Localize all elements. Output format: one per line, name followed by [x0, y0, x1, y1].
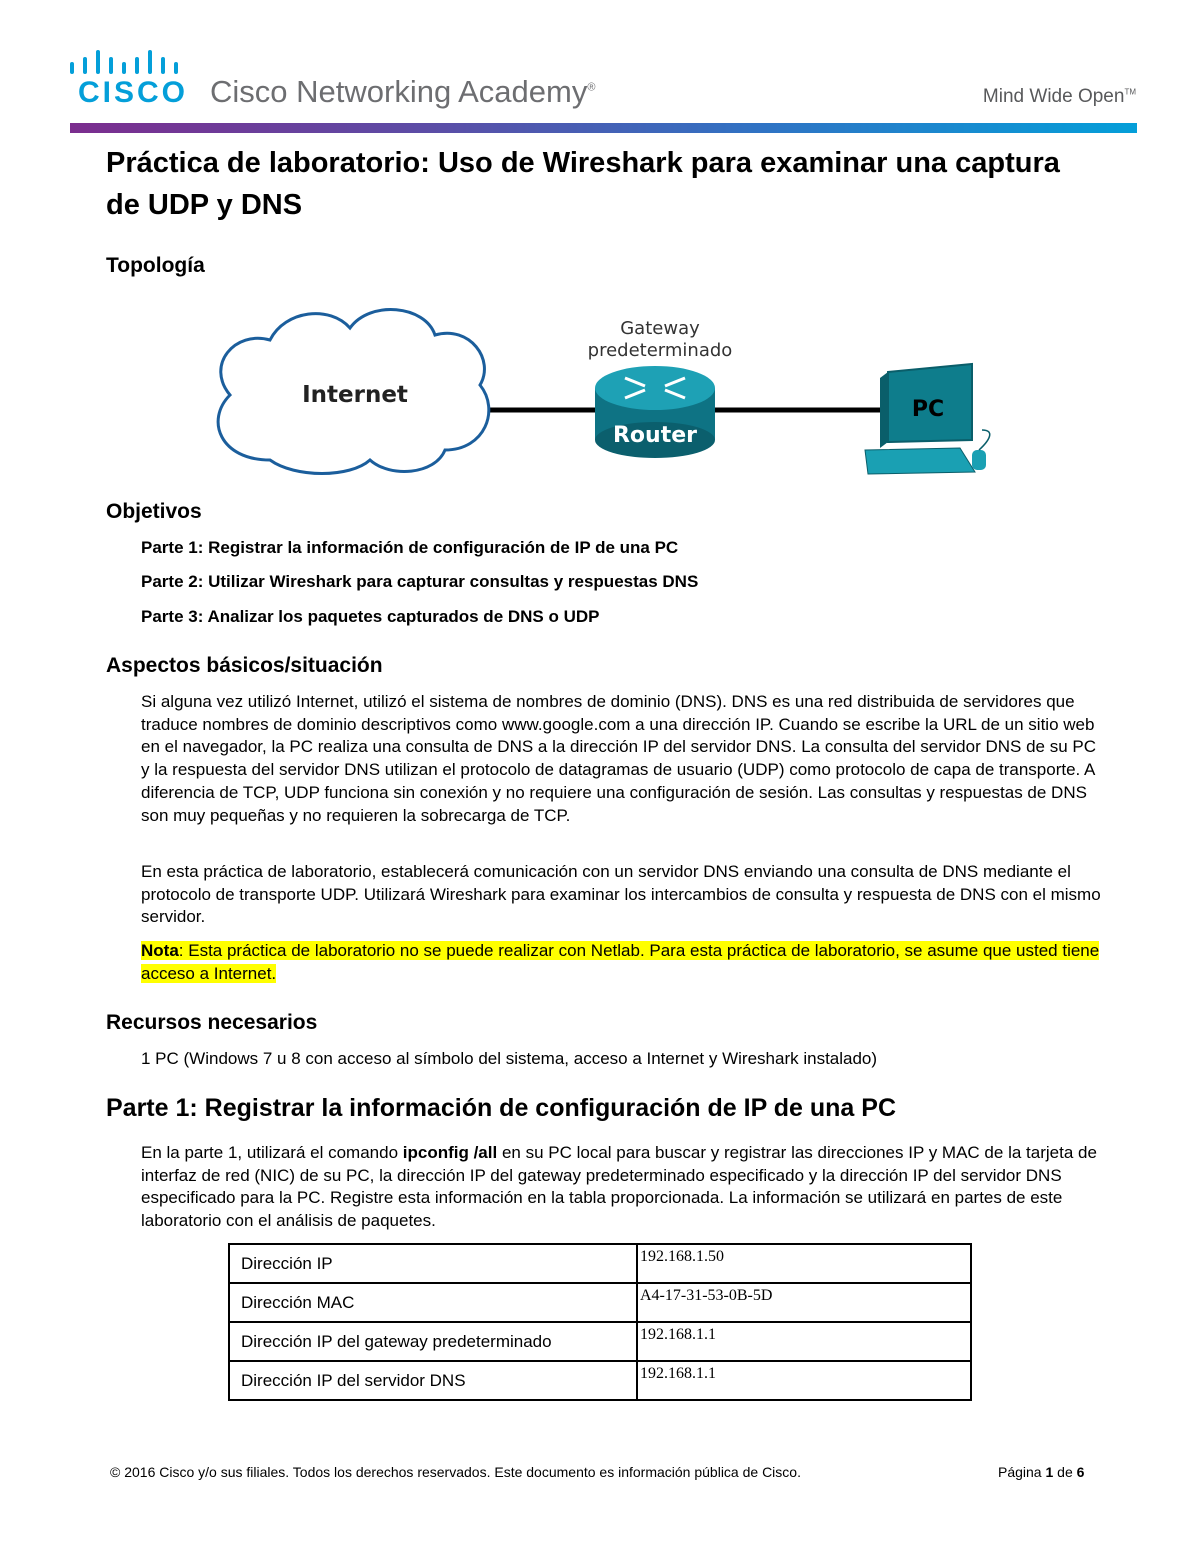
page-title: Práctica de laboratorio: Uso de Wireshark para examinar una captura de UDP y DNS	[106, 147, 1060, 221]
table-cell-value: 192.168.1.1	[637, 1322, 971, 1361]
part1-heading: Parte 1: Registrar la información de configuración de IP de una PC	[106, 1094, 897, 1122]
pc-label: PC	[911, 397, 945, 422]
part1-intro: En la parte 1, utilizará el comando ipconfig /all en su PC local para buscar y registrar las direcciones IP y MAC de la tarjeta de interfaz de red (NIC) de su PC, la dirección IP del gateway predeterminado especificado y la dirección IP del servidor DNS especificado para la PC. Registre esta información en la tabla proporcionada. La información se utilizará en partes de este laboratorio con el análisis de paquetes.	[141, 1143, 1097, 1231]
cisco-wordmark: CISCO	[78, 76, 189, 109]
table-cell-value: 192.168.1.50	[637, 1244, 971, 1283]
note-paragraph	[141, 940, 1101, 985]
background-paragraph-1: Si alguna vez utilizó Internet, utilizó el sistema de nombres de dominio (DNS). DNS es una red distribuida de servidores que traduce nombres de dominio descriptivos como www.google.com a una dirección IP. Cuando se escribe la URL de un sitio web en el navegador, la PC realiza una consulta de DNS a la dirección IP del servidor DNS. La consulta del servidor DNS de su PC y la respuesta del servidor DNS utilizan el protocolo de datagramas de usuario (UDP) como protocolo de capa de transporte. A diferencia de TCP, UDP funciona sin conexión y no requiere una configuración de sesión. Las consultas y respuestas de DNS son muy pequeñas y no requieren la sobrecarga de TCP.	[141, 692, 1097, 825]
table-cell-value: 192.168.1.1	[637, 1361, 971, 1400]
resources-heading: Recursos necesarios	[106, 1011, 318, 1034]
tagline: Mind Wide Open™	[982, 86, 1136, 107]
objective-item-3: Parte 3: Analizar los paquetes capturados de DNS o UDP	[141, 607, 600, 626]
note-label: Nota	[141, 941, 179, 960]
gateway-label-line1: Gateway	[620, 318, 700, 339]
table-cell-label: Dirección IP del servidor DNS	[229, 1361, 637, 1400]
academy-name: Cisco Networking Academy®	[210, 74, 596, 109]
ip-info-table	[228, 1243, 972, 1401]
footer-copyright: © 2016 Cisco y/o sus filiales. Todos los derechos reservados. Este documento es información pública de Cisco.	[110, 1464, 801, 1480]
note-text: : Esta práctica de laboratorio no se puede realizar con Netlab. Para esta práctica de laboratorio, se asume que usted tiene acceso a Internet.	[141, 941, 1100, 983]
page-number: Página 1 de 6	[998, 1464, 1085, 1480]
table-cell-label: Dirección IP	[229, 1244, 637, 1283]
header-gradient-bar	[70, 123, 1137, 133]
table-cell-label: Dirección IP del gateway predeterminado	[229, 1322, 637, 1361]
table-row	[229, 1361, 971, 1400]
objective-item-2: Parte 2: Utilizar Wireshark para capturar consultas y respuestas DNS	[141, 572, 699, 591]
internet-label: Internet	[302, 382, 408, 408]
objectives-heading: Objetivos	[106, 500, 202, 523]
command-text: ipconfig /all	[402, 1143, 498, 1162]
gateway-label-line2: predeterminado	[587, 340, 733, 361]
cisco-logo-bars-icon	[68, 48, 180, 76]
router-label: Router	[612, 423, 698, 448]
table-cell-label: Dirección MAC	[229, 1283, 637, 1322]
topology-diagram	[200, 300, 1020, 490]
background-heading: Aspectos básicos/situación	[106, 654, 383, 677]
background-paragraph-2: En esta práctica de laboratorio, establecerá comunicación con un servidor DNS enviando una consulta de DNS mediante el protocolo de transporte UDP. Utilizará Wireshark para examinar los intercambios de consulta y respuesta de DNS con el mismo servidor.	[141, 862, 1101, 927]
table-row	[229, 1283, 971, 1322]
table-row	[229, 1244, 971, 1283]
resources-text: 1 PC (Windows 7 u 8 con acceso al símbolo del sistema, acceso a Internet y Wireshark instalado)	[141, 1049, 878, 1068]
table-row	[229, 1322, 971, 1361]
objective-item-1: Parte 1: Registrar la información de configuración de IP de una PC	[141, 538, 679, 557]
table-cell-value: A4-17-31-53-0B-5D	[637, 1283, 971, 1322]
topology-heading: Topología	[106, 254, 205, 277]
